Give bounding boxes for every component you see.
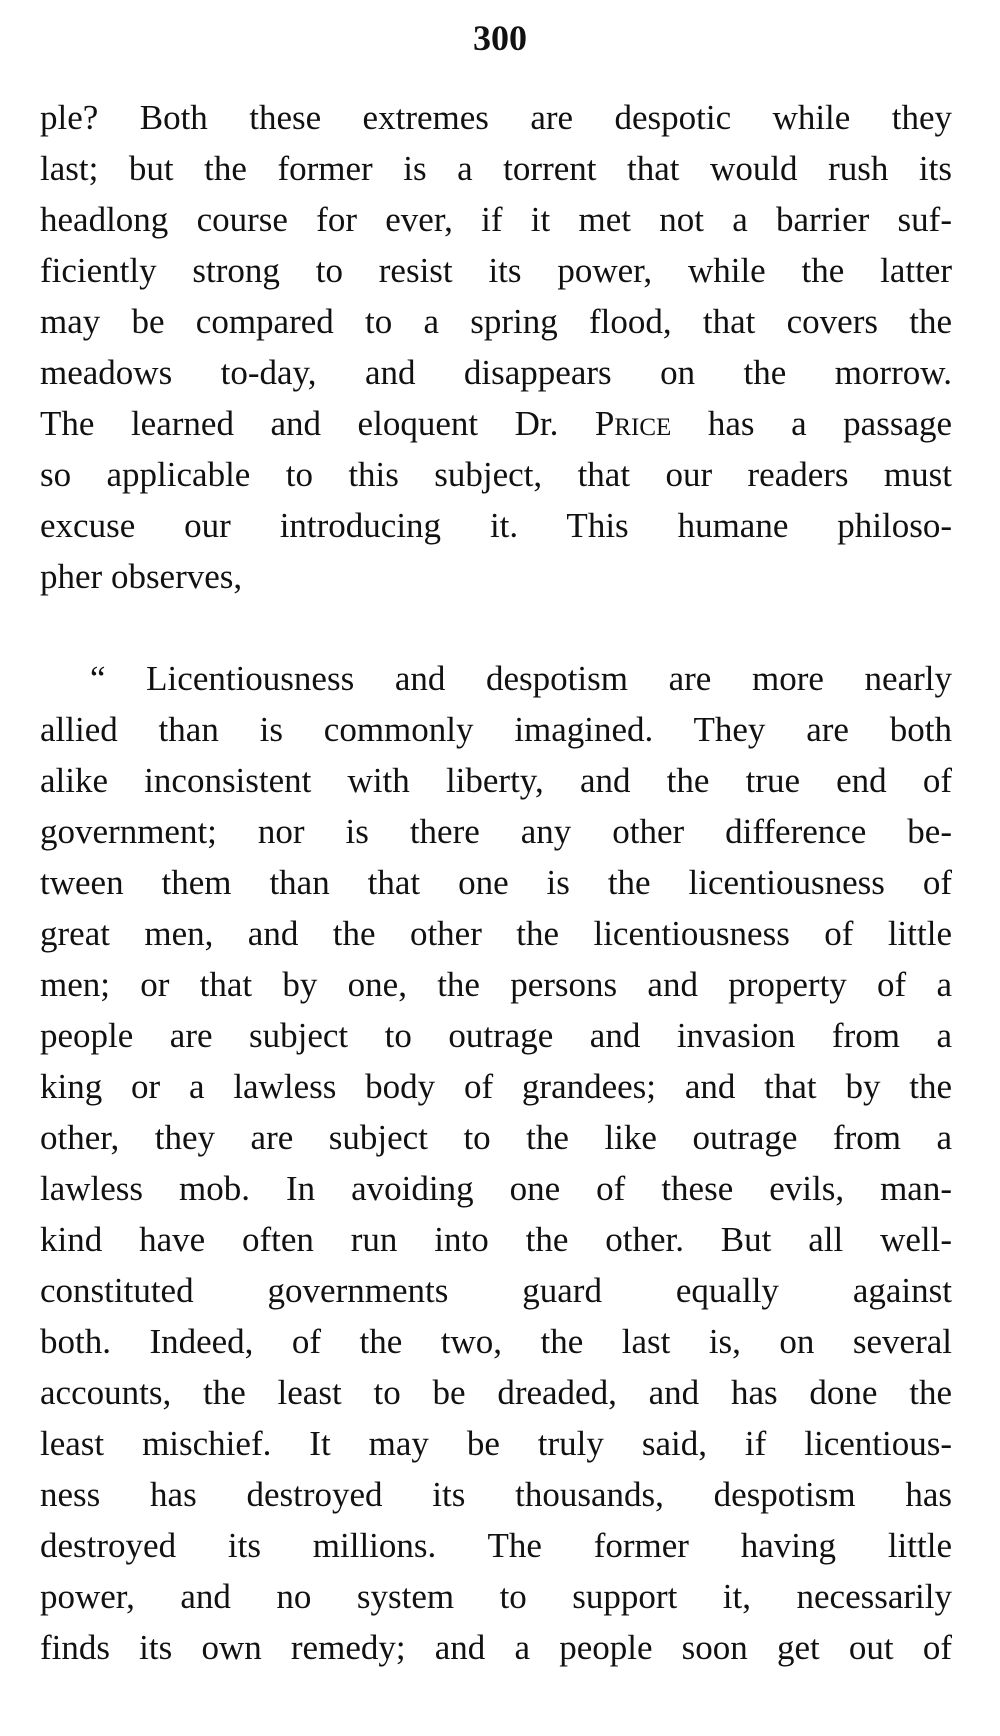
page-body [40, 92, 952, 1673]
text-fragment: has a passage [707, 404, 952, 443]
quote-line: kind have often run into the other. But all well- [40, 1220, 952, 1259]
quote-line: other, they are subject to the like outrage from a [40, 1118, 952, 1157]
text-line: headlong course for ever, if it met not a barrier suf- [40, 200, 952, 239]
text-line: last; but the former is a torrent that would rush its [40, 149, 952, 188]
quote-line: least mischief. It may be truly said, if licentious- [40, 1424, 952, 1463]
text-line-price [40, 398, 952, 449]
paragraph-1 [40, 92, 952, 602]
quote-line: government; nor is there any other difference be- [40, 812, 952, 851]
quote-line: destroyed its millions. The former having little [40, 1526, 952, 1565]
text-line: meadows to-day, and disappears on the morrow. [40, 353, 952, 392]
quote-line: ness has destroyed its thousands, despotism has [40, 1475, 952, 1514]
quote-line: great men, and the other the licentiousness of little [40, 914, 952, 953]
quote-line: finds its own remedy; and a people soon get out of [40, 1628, 952, 1667]
quote-line: tween them than that one is the licentiousness of [40, 863, 952, 902]
text-line: so applicable to this subject, that our readers must [40, 455, 952, 494]
quote-line: king or a lawless body of grandees; and that by the [40, 1067, 952, 1106]
text-line: ficiently strong to resist its power, while the latter [40, 251, 952, 290]
quote-line: both. Indeed, of the two, the last is, on several [40, 1322, 952, 1361]
quote-line: power, and no system to support it, necessarily [40, 1577, 952, 1616]
page-number: 300 [473, 18, 527, 58]
quote-line: “ Licentiousness and despotism are more nearly [90, 659, 952, 698]
text-line: pher observes, [40, 557, 243, 596]
author-name-price: Price [594, 404, 672, 443]
paragraph-spacer [40, 602, 952, 653]
quote-line: allied than is commonly imagined. They are both [40, 710, 952, 749]
quote-line: accounts, the least to be dreaded, and has done the [40, 1373, 952, 1412]
text-line: excuse our introducing it. This humane philoso- [40, 506, 952, 545]
quote-line: alike inconsistent with liberty, and the true end of [40, 761, 952, 800]
quote-line: lawless mob. In avoiding one of these evils, man- [40, 1169, 952, 1208]
quote-line: people are subject to outrage and invasion from a [40, 1016, 952, 1055]
text-fragment: The learned and eloquent Dr. [40, 404, 559, 443]
text-line: may be compared to a spring flood, that covers the [40, 302, 952, 341]
quotation-block [40, 653, 952, 1673]
text-line: ple? Both these extremes are despotic while they [40, 98, 952, 137]
quote-line: men; or that by one, the persons and property of a [40, 965, 952, 1004]
quote-line: constituted governments guard equally against [40, 1271, 952, 1310]
